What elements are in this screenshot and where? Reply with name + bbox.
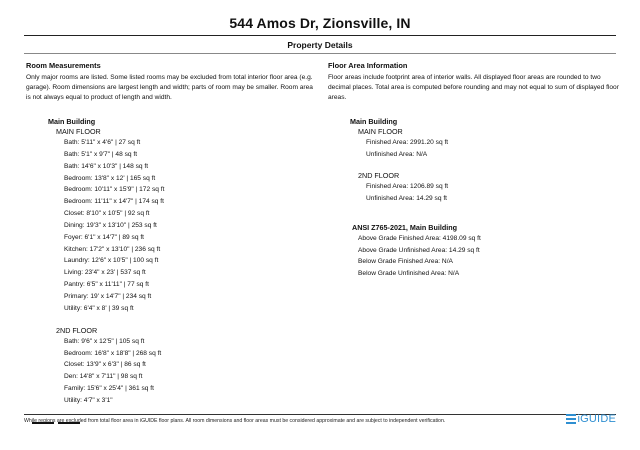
room-item: Bedroom: 16'8" x 18'8" | 268 sq ft	[64, 349, 162, 357]
room-item: Bath: 9'6" x 12'5" | 105 sq ft	[64, 337, 145, 345]
second-floor-label: 2ND FLOOR	[56, 325, 98, 335]
title-divider	[24, 35, 616, 36]
room-item: Bedroom: 13'8" x 12' | 165 sq ft	[64, 174, 156, 182]
iguide-logo	[566, 413, 616, 425]
second-floor-room-list	[26, 336, 316, 407]
floor-area-description: Floor areas include footprint area of interior walls. All displayed floor areas are rounded to two decimal places. Total area is computed before rounding and may not equal to sum of displayed floor areas.	[328, 74, 619, 101]
room-item: Bedroom: 10'11" x 15'9" | 172 sq ft	[64, 186, 165, 194]
room-measurements-heading: Room Measurements	[26, 61, 101, 70]
iguide-logo-text: iGUIDE	[577, 413, 616, 425]
main-floor-room-list	[26, 137, 316, 315]
second-floor-label: 2ND FLOOR	[358, 171, 400, 180]
main-floor-finished-area: Finished Area: 2991.20 sq ft	[366, 139, 449, 146]
room-item: Bedroom: 11'11" x 14'7" | 174 sq ft	[64, 198, 164, 206]
room-item: Closet: 8'10" x 10'5" | 92 sq ft	[64, 210, 150, 218]
room-item: Primary: 19' x 14'7" | 234 sq ft	[64, 292, 152, 300]
room-item: Closet: 13'9" x 6'3" | 86 sq ft	[64, 361, 146, 369]
room-item: Utility: 4'7" x 3'1"	[64, 396, 113, 404]
room-measurements-column	[26, 61, 316, 407]
footer-disclaimer: While regions are excluded from total floor area in iGUIDE floor plans. All room dimensions and floor areas must be considered approximate and are subject to independent verification.	[24, 418, 446, 424]
ansi-line: Above Grade Unfinished Area: 14.29 sq ft	[358, 246, 480, 254]
main-floor-label: MAIN FLOOR	[358, 127, 403, 136]
room-item: Utility: 6'4" x 8' | 39 sq ft	[64, 304, 134, 312]
iguide-logo-icon	[566, 414, 576, 425]
floor-area-column	[328, 61, 620, 279]
room-item: Pantry: 6'5" x 11'11" | 77 sq ft	[64, 281, 149, 289]
room-item: Bath: 5'1" x 9'7" | 48 sq ft	[64, 150, 138, 158]
second-floor-unfinished-area: Unfinished Area: 14.29 sq ft	[366, 194, 448, 202]
building-label: Main Building	[350, 117, 398, 126]
ansi-heading: ANSI Z765-2021, Main Building	[352, 223, 458, 232]
room-item: Bath: 14'6" x 10'3" | 148 sq ft	[64, 162, 149, 170]
footer-divider	[24, 414, 616, 415]
room-item: Foyer: 6'1" x 14'7" | 89 sq ft	[64, 233, 145, 241]
room-item: Kitchen: 17'2" x 13'10" | 236 sq ft	[64, 245, 161, 253]
main-floor-label: MAIN FLOOR	[56, 127, 101, 136]
property-address-title: 544 Amos Dr, Zionsville, IN	[229, 15, 411, 31]
section-subtitle: Property Details	[287, 40, 353, 50]
floor-area-heading: Floor Area Information	[328, 61, 408, 70]
building-label: Main Building	[48, 117, 96, 126]
room-measurements-description: Only major rooms are listed. Some listed rooms may be excluded from total interior floor area (e.g. garage). Room dimensions are largest length and width; parts of room may be smaller. Room area is not always equal to product of length and width.	[26, 74, 313, 101]
room-item: Bath: 5'11" x 4'6" | 27 sq ft	[64, 139, 141, 146]
second-floor-finished-area: Finished Area: 1206.89 sq ft	[366, 183, 449, 190]
ansi-line: Above Grade Finished Area: 4198.09 sq ft	[358, 235, 481, 242]
ansi-line: Below Grade Finished Area: N/A	[358, 258, 453, 265]
room-item: Family: 15'6" x 25'4" | 361 sq ft	[64, 385, 154, 393]
room-item: Den: 14'8" x 7'11" | 98 sq ft	[64, 373, 143, 381]
room-item: Dining: 19'3" x 13'10" | 253 sq ft	[64, 221, 157, 229]
room-item: Living: 23'4" x 23' | 537 sq ft	[64, 269, 146, 277]
room-item: Laundry: 12'6" x 10'5" | 100 sq ft	[64, 257, 159, 265]
subtitle-divider	[24, 53, 616, 54]
ansi-line: Below Grade Unfinished Area: N/A	[358, 269, 460, 277]
main-floor-unfinished-area: Unfinished Area: N/A	[366, 150, 428, 158]
